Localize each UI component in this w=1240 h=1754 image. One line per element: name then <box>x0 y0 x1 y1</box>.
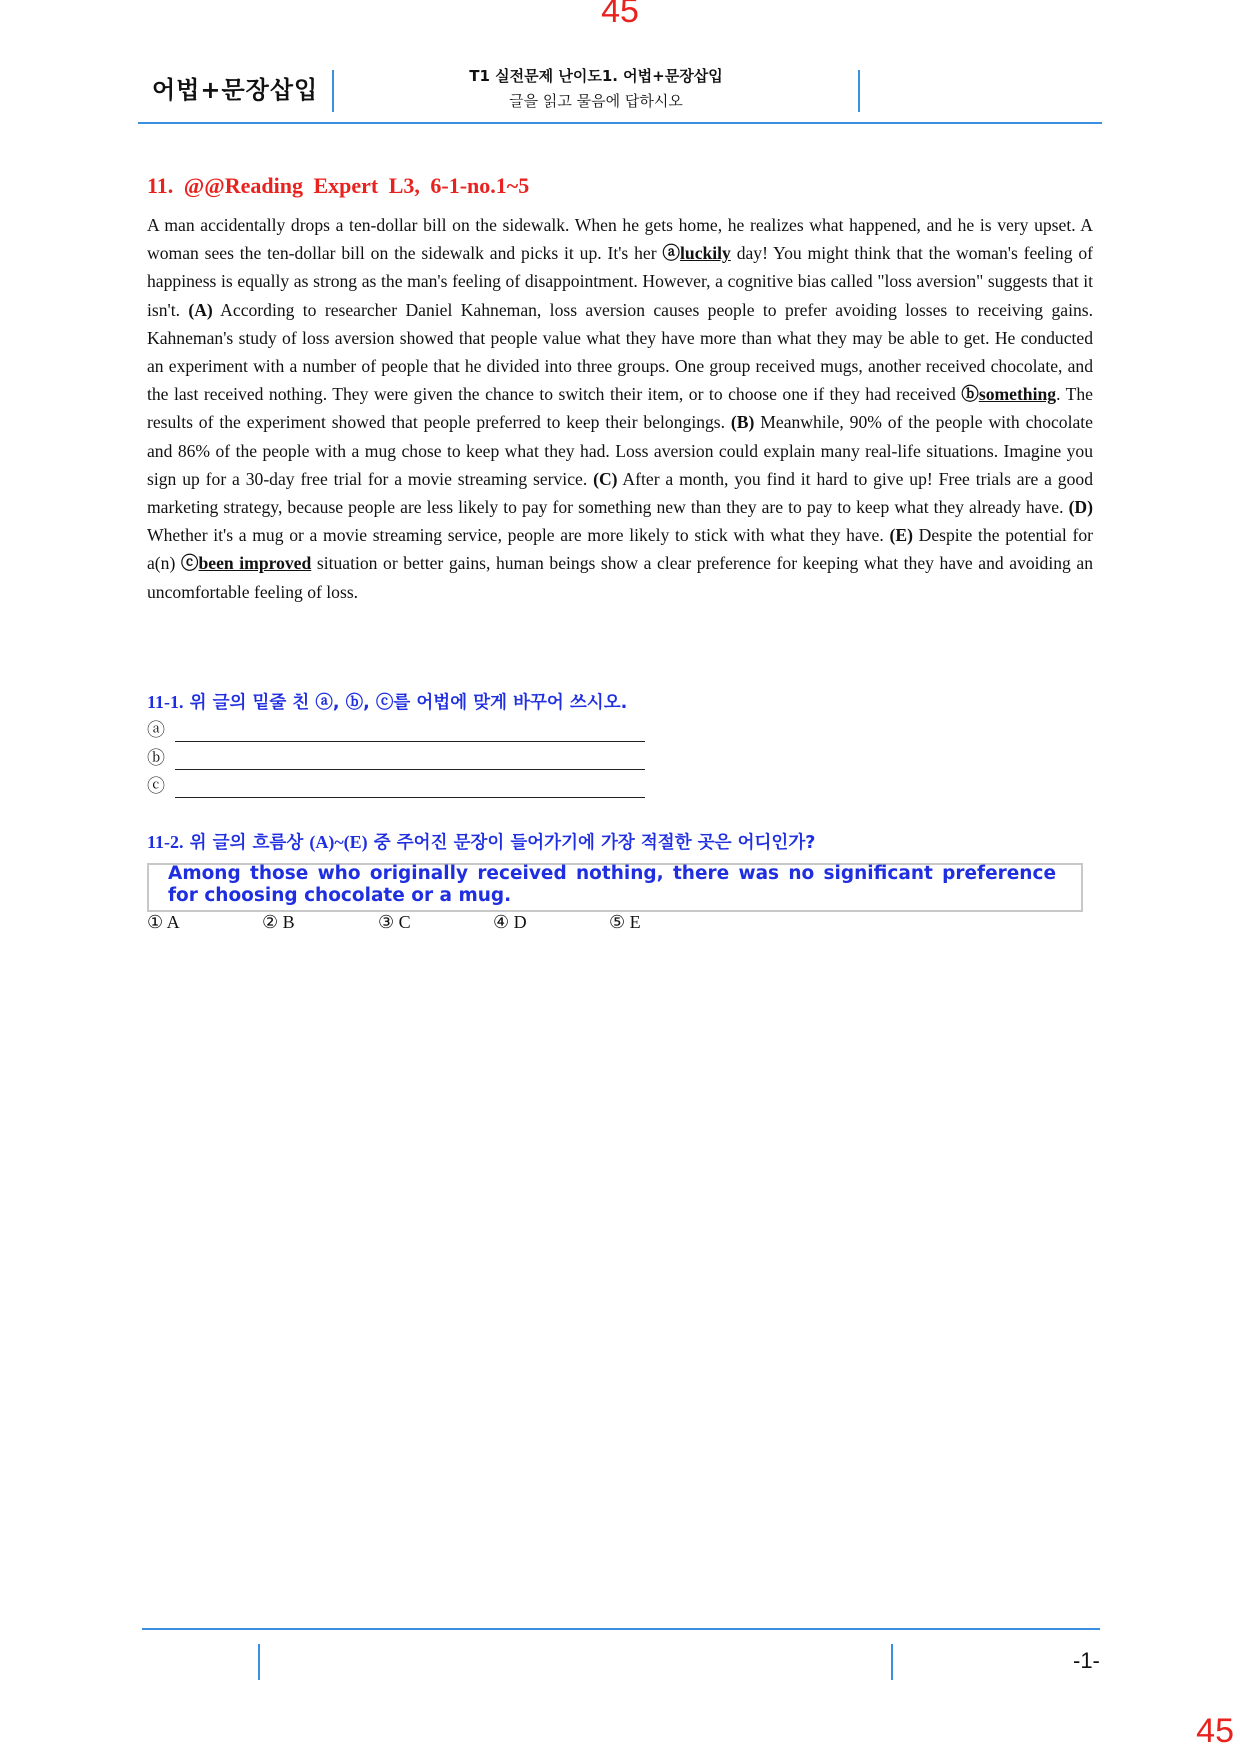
header-rule <box>138 122 1102 124</box>
answer-row-a: ⓐ <box>147 718 645 742</box>
answer-row-b: ⓑ <box>147 746 645 770</box>
reading-passage: A man accidentally drops a ten-dollar bill on the sidewalk. When he gets home, he realizes what happened, and he is very upset. A woman sees the ten-dollar bill on the sidewalk and picks it up. It's her ⓐluckily day! You might think that the woman's feeling of happiness is equally as strong as the man's feeling of disappointment. However, a cognitive bias called "loss aversion" suggests that it isn't. (A) According to researcher Daniel Kahneman, loss aversion causes people to prefer avoiding losses to receiving gains. Kahneman's study of loss aversion showed that people value what they have more than what they may be able to get. He conducted an experiment with a number of people that he divided into three groups. One group received mugs, another received chocolate, and the last received nothing. They were given the chance to switch their item, or to choose one if they had received ⓑsomething. The results of the experiment showed that people preferred to keep their belongings. (B) Meanwhile, 90% of the people with chocolate and 86% of the people with a mug chose to keep what they had. Loss aversion could explain many real-life situations. Imagine you sign up for a 30-day free trial for a movie streaming service. (C) After a month, you find it hard to give up! Free trials are a good marketing strategy, because people are less likely to pay for something new than they are to pay to keep what they already have. (D) Whether it's a mug or a movie streaming service, people are more likely to stick with what they have. (E) Despite the potential for a(n) ⓒbeen improved situation or better gains, human beings show a clear preference for keeping what they have and avoiding an uncomfortable feeling of loss. <box>147 215 1093 602</box>
question-title: 11. @@Reading Expert L3, 6-1-no.1~5 <box>147 173 530 198</box>
insert-label-b: (B) <box>730 412 755 433</box>
answer-row-c: ⓒ <box>147 774 645 798</box>
choice-3[interactable]: ③ C <box>378 912 411 932</box>
underlined-b: ⓑsomething <box>961 384 1057 405</box>
header-center-line2: 글을 읽고 물음에 답하시오 <box>509 92 683 110</box>
choice-5[interactable]: ⑤ E <box>609 912 641 932</box>
footer-rule <box>142 1628 1100 1630</box>
header-center-line1: T1 실전문제 난이도1. 어법+문장삽입 <box>469 67 723 85</box>
insert-label-c: (C) <box>593 468 618 489</box>
header-divider-right <box>858 70 860 112</box>
subquestion-1-title: 11-1. 위 글의 밑줄 친 ⓐ, ⓑ, ⓒ를 어법에 맞게 바꾸어 쓰시오. <box>147 692 628 713</box>
footer-page-number: -1- <box>1073 1648 1100 1673</box>
answer-blank-b[interactable] <box>175 752 645 770</box>
header-center <box>336 64 856 114</box>
insert-label-d: (D) <box>1068 497 1093 518</box>
choice-4[interactable]: ④ D <box>493 912 527 932</box>
underlined-c: ⓒbeen improved <box>180 553 312 574</box>
answer-blank-a[interactable] <box>175 724 645 742</box>
footer-divider-right <box>891 1644 893 1680</box>
given-sentence: Among those who originally received nothing, there was no significant preference for choosing chocolate or a mug. <box>168 863 1056 906</box>
insert-label-a: (A) <box>188 299 213 320</box>
section-title: 어법+문장삽입 <box>152 76 319 104</box>
page-badge-corner: 45 <box>1196 1712 1234 1750</box>
choice-2[interactable]: ② B <box>262 912 295 932</box>
footer-divider-left <box>258 1644 260 1680</box>
choice-1[interactable]: ① A <box>147 912 180 932</box>
page-badge-top: 45 <box>601 0 639 30</box>
header-divider-left <box>332 70 334 112</box>
answer-blank-c[interactable] <box>175 780 645 798</box>
underlined-a: ⓐluckily <box>662 243 731 264</box>
subquestion-2-title: 11-2. 위 글의 흐름상 (A)~(E) 중 주어진 문장이 들어가기에 가장 적절한 곳은 어디인가? <box>147 832 816 853</box>
insert-label-e: (E) <box>889 525 913 546</box>
